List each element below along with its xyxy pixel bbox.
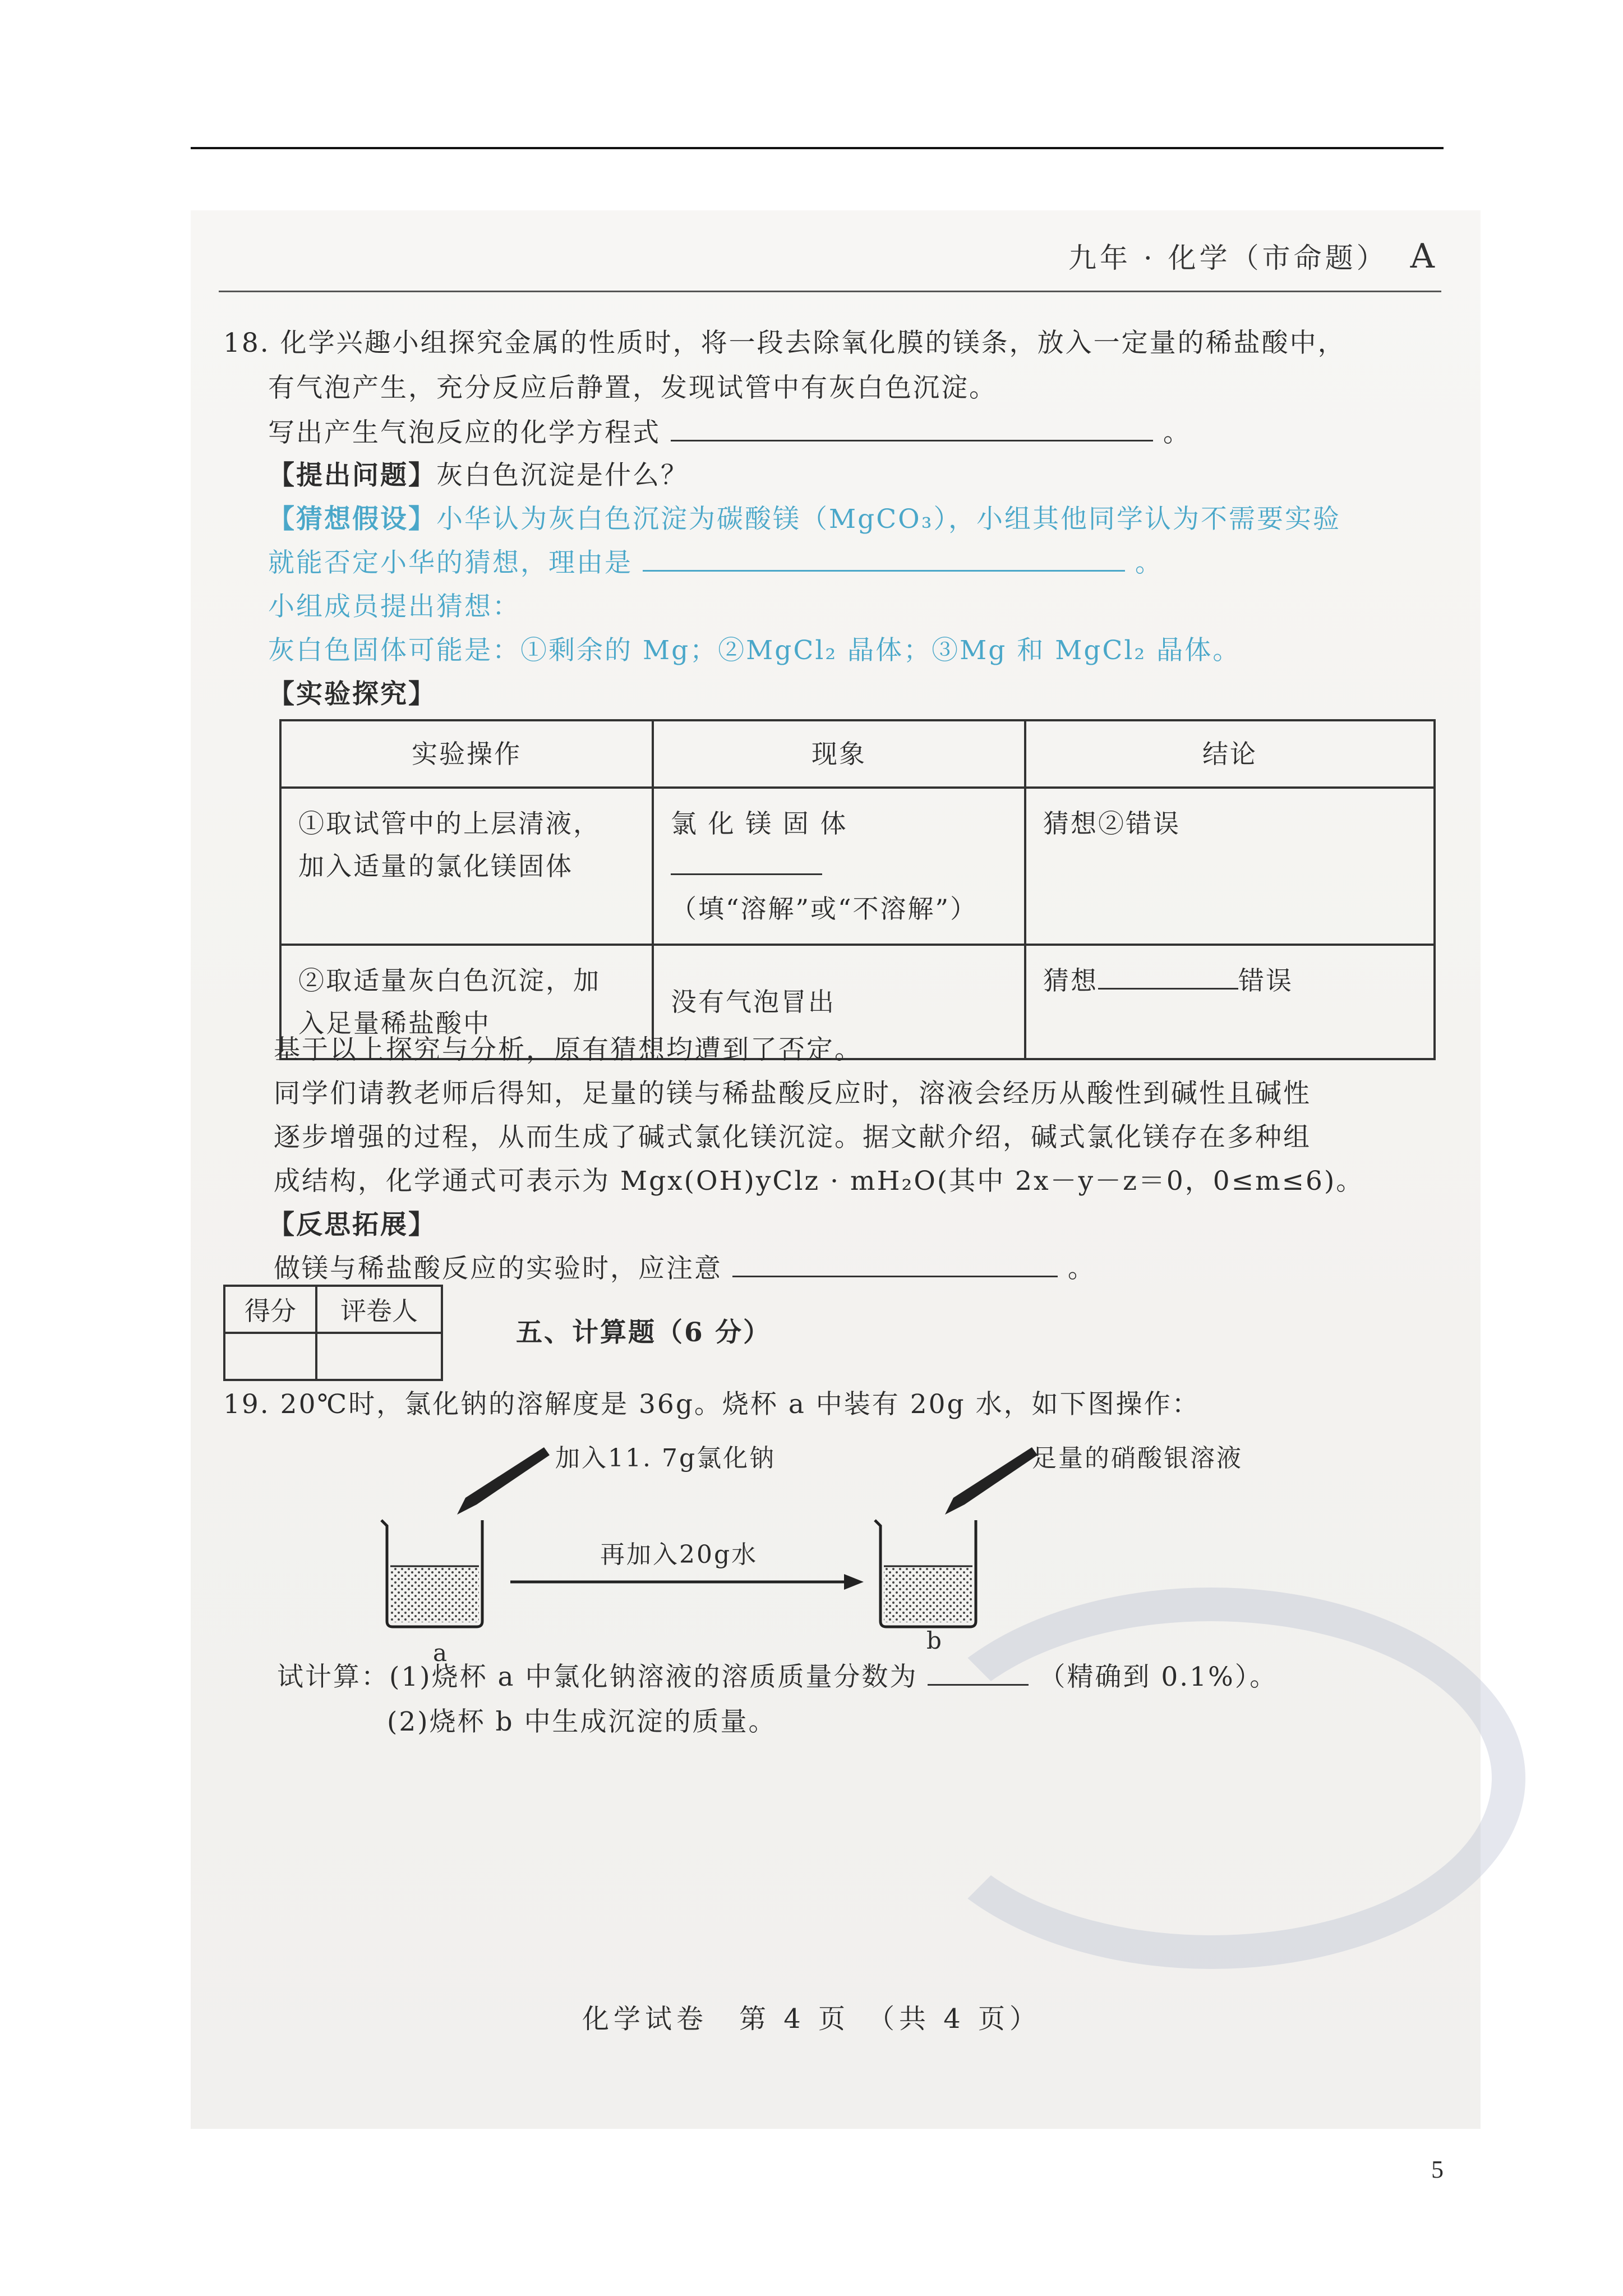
question-text: 灰白色沉淀是什么？	[436, 460, 689, 491]
dropper-arrow-a	[457, 1447, 550, 1515]
row2-operation-line1: ②取适量灰白色沉淀，加	[298, 965, 601, 996]
hypothesis-line4: 灰白色固体可能是：①剩余的 Mg；②MgCl₂ 晶体；③Mg 和 MgCl₂ 晶体。	[268, 635, 1241, 666]
question-section	[268, 459, 689, 493]
table-row	[280, 788, 1435, 945]
row1-phenomenon	[653, 788, 1025, 945]
page-footer: 化学试卷 第 4 页 （共 4 页）	[582, 2003, 1041, 2035]
score-cell[interactable]	[224, 1333, 316, 1380]
hypothesis-text: 小华认为灰白色沉淀为碳酸镁（MgCO₃），小组其他同学认为不需要实验	[436, 504, 1341, 535]
section5-title: 五、计算题（6 分）	[516, 1317, 772, 1348]
header-conclusion: 结论	[1025, 720, 1435, 788]
reflect-line	[274, 1252, 1096, 1286]
header-rule	[219, 291, 1441, 292]
label-agno3: 足量的硝酸银溶液	[1032, 1444, 1243, 1473]
row1-phenomenon-hint: （填“溶解”或“不溶解”）	[671, 894, 978, 924]
reflect-answer-blank[interactable]	[732, 1270, 1058, 1277]
row2-conclusion-prefix: 猜想	[1043, 965, 1098, 996]
after-line4: 成结构，化学通式可表示为 Mgx(OH)yClz · mH₂O(其中 2x－y－z＝0，0≤m≤6)。	[274, 1166, 1364, 1197]
q19-line1: 19. 20℃时，氯化钠的溶解度是 36g。烧杯 a 中装有 20g 水，如下图操作：	[223, 1389, 1200, 1420]
row2-conclusion-suffix: 错误	[1238, 965, 1293, 996]
row1-operation-line1: ①取试管中的上层清液，	[298, 808, 601, 839]
experiment-heading	[268, 678, 436, 711]
after-line1: 基于以上探究与分析，原有猜想均遭到了否定。	[274, 1034, 863, 1065]
header-operation: 实验操作	[280, 720, 653, 788]
score-label: 得分	[224, 1286, 316, 1333]
transfer-arrow	[510, 1574, 864, 1590]
school-seal	[897, 1588, 1525, 1969]
header-title: 九年 · 化学（市命题）	[1068, 242, 1388, 274]
row1-operation-line2: 加入适量的氯化镁固体	[298, 851, 573, 881]
arrow-label: 再加入20g水	[600, 1540, 758, 1569]
beaker-b	[875, 1520, 976, 1627]
experiment-table	[279, 719, 1436, 1060]
page-header	[1068, 236, 1438, 276]
hypothesis-line3: 小组成员提出猜想：	[268, 591, 520, 622]
hypothesis-line2-end: 。	[1135, 547, 1163, 578]
row1-conclusion: 猜想②错误	[1025, 788, 1435, 945]
after-line2: 同学们请教老师后得知，足量的镁与稀盐酸反应时，溶液会经历从酸性到碱性且碱性	[274, 1078, 1311, 1109]
question-heading: 【提出问题】	[268, 460, 436, 491]
row1-phenomenon-text: 氯 化 镁 固 体	[671, 808, 848, 839]
q18-line2: 有气泡产生，充分反应后静置，发现试管中有灰白色沉淀。	[268, 372, 997, 403]
header-version: A	[1410, 237, 1438, 276]
hypothesis-number-blank[interactable]	[1098, 982, 1238, 990]
hypothesis-heading: 【猜想假设】	[268, 504, 436, 535]
reflect-heading-text: 【反思拓展】	[268, 1209, 436, 1240]
after-line3: 逐步增强的过程，从而生成了碱式氯化镁沉淀。据文献介绍，碱式氯化镁存在多种组	[274, 1122, 1311, 1153]
reason-answer-blank[interactable]	[643, 564, 1125, 572]
row1-phenomenon-line1	[671, 802, 1007, 887]
top-rule	[191, 147, 1444, 149]
hypothesis-reason-prompt: 就能否定小华的猜想，理由是	[268, 547, 633, 578]
q18-line3-end: 。	[1163, 417, 1191, 448]
equation-answer-blank[interactable]	[671, 434, 1153, 441]
calc1-end: （精确到 0.1%）。	[1039, 1662, 1278, 1692]
beaker-a	[381, 1520, 482, 1627]
header-phenomenon: 现象	[653, 720, 1025, 788]
calc1-prompt: 试计算：(1)烧杯 a 中氯化钠溶液的溶质质量分数为	[277, 1662, 918, 1692]
score-box	[223, 1285, 443, 1381]
table-header-row	[280, 720, 1435, 788]
reflect-heading	[268, 1208, 436, 1242]
beaker-b-label: b	[926, 1627, 942, 1654]
q18-line1: 18. 化学兴趣小组探究金属的性质时，将一段去除氧化膜的镁条，放入一定量的稀盐酸中，	[223, 328, 1346, 358]
hypothesis-line2	[268, 546, 1163, 580]
dissolve-answer-blank[interactable]	[671, 868, 822, 875]
reflect-prompt: 做镁与稀盐酸反应的实验时，应注意	[274, 1253, 722, 1284]
label-add-nacl: 加入11. 7g氯化钠	[555, 1444, 776, 1473]
beaker-a-label: a	[433, 1639, 448, 1667]
hypothesis-section	[268, 503, 1341, 536]
reflect-end: 。	[1067, 1253, 1096, 1284]
calc-line2: (2)烧杯 b 中生成沉淀的质量。	[387, 1706, 777, 1737]
row2-operation-line2: 入足量稀盐酸中	[298, 1008, 491, 1038]
dropper-arrow-b	[945, 1447, 1038, 1515]
experiment-heading-text: 【实验探究】	[268, 679, 436, 710]
q18-line3	[268, 416, 1191, 450]
page-number: 5	[1431, 2156, 1444, 2183]
q18-equation-prompt: 写出产生气泡反应的化学方程式	[268, 417, 661, 448]
row2-conclusion	[1025, 945, 1435, 1059]
grader-label: 评卷人	[316, 1286, 442, 1333]
row1-operation	[280, 788, 653, 945]
row2-phenomenon: 没有气泡冒出	[653, 945, 1025, 1059]
grader-cell[interactable]	[316, 1333, 442, 1380]
